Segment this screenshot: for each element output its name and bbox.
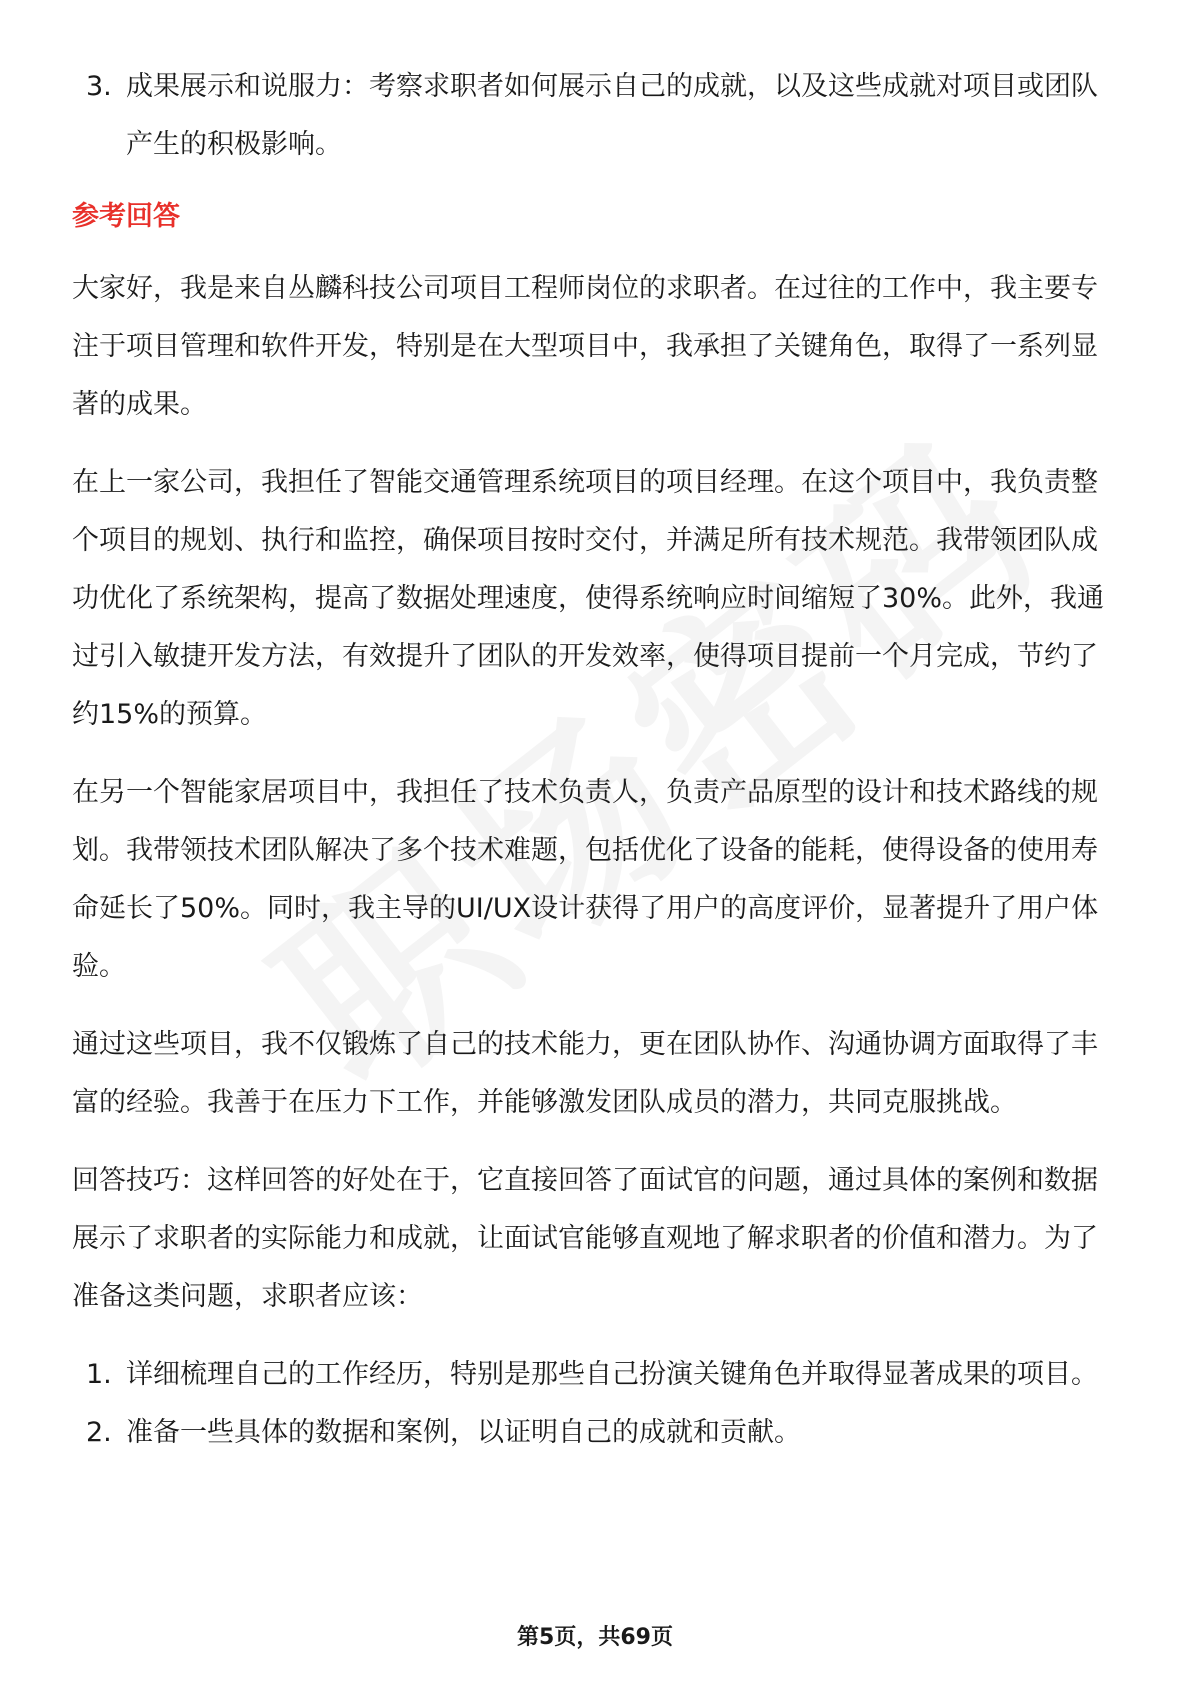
list-item (72, 1404, 1122, 1462)
paragraph-summary: 通过这些项目，我不仅锻炼了自己的技术能力，更在团队协作、沟通协调方面取得了丰富的经验。我善于在压力下工作，并能够激发团队成员的潜力，共同克服挑战。 (72, 1029, 1098, 1118)
list-number: 2. (86, 1417, 112, 1448)
paragraph-project-smarthome: 在另一个智能家居项目中，我担任了技术负责人，负责产品原型的设计和技术路线的规划。我带领技术团队解决了多个技术难题，包括优化了设备的能耗，使得设备的使用寿命延长了50%。同时，我主导的UI/UX设计获得了用户的高度评价，显著提升了用户体验。 (72, 777, 1099, 982)
paragraph-answer-tips: 回答技巧：这样回答的好处在于，它直接回答了面试官的问题，通过具体的案例和数据展示了求职者的实际能力和成就，让面试官能够直观地了解求职者的价值和潜力。为了准备这类问题，求职者应该： (72, 1165, 1098, 1312)
paragraph-intro: 大家好，我是来自丛麟科技公司项目工程师岗位的求职者。在过往的工作中，我主要专注于项目管理和软件开发，特别是在大型项目中，我承担了关键角色，取得了一系列显著的成果。 (72, 273, 1098, 420)
paragraph-project-traffic: 在上一家公司，我担任了智能交通管理系统项目的项目经理。在这个项目中，我负责整个项目的规划、执行和监控，确保项目按时交付，并满足所有技术规范。我带领团队成功优化了系统架构，提高了数据处理速度，使得系统响应时间缩短了30%。此外，我通过引入敏捷开发方法，有效提升了团队的开发效率，使得项目提前一个月完成，节约了约15%的预算。 (72, 467, 1105, 730)
list-number: 1. (86, 1359, 112, 1390)
list-item-text: 成果展示和说服力：考察求职者如何展示自己的成就，以及这些成就对项目或团队产生的积极影响。 (126, 71, 1098, 160)
list-item (72, 1346, 1122, 1404)
section-heading: 参考回答 (72, 201, 180, 232)
list-item-text: 准备一些具体的数据和案例，以证明自己的成就和贡献。 (126, 1417, 801, 1448)
list-number: 3. (86, 71, 112, 102)
list-item-text: 详细梳理自己的工作经历，特别是那些自己扮演关键角色并取得显著成果的项目。 (126, 1359, 1098, 1390)
page-content (72, 58, 1122, 1462)
list-item (72, 58, 1122, 174)
page-footer: 第5页，共69页 (517, 1625, 673, 1650)
